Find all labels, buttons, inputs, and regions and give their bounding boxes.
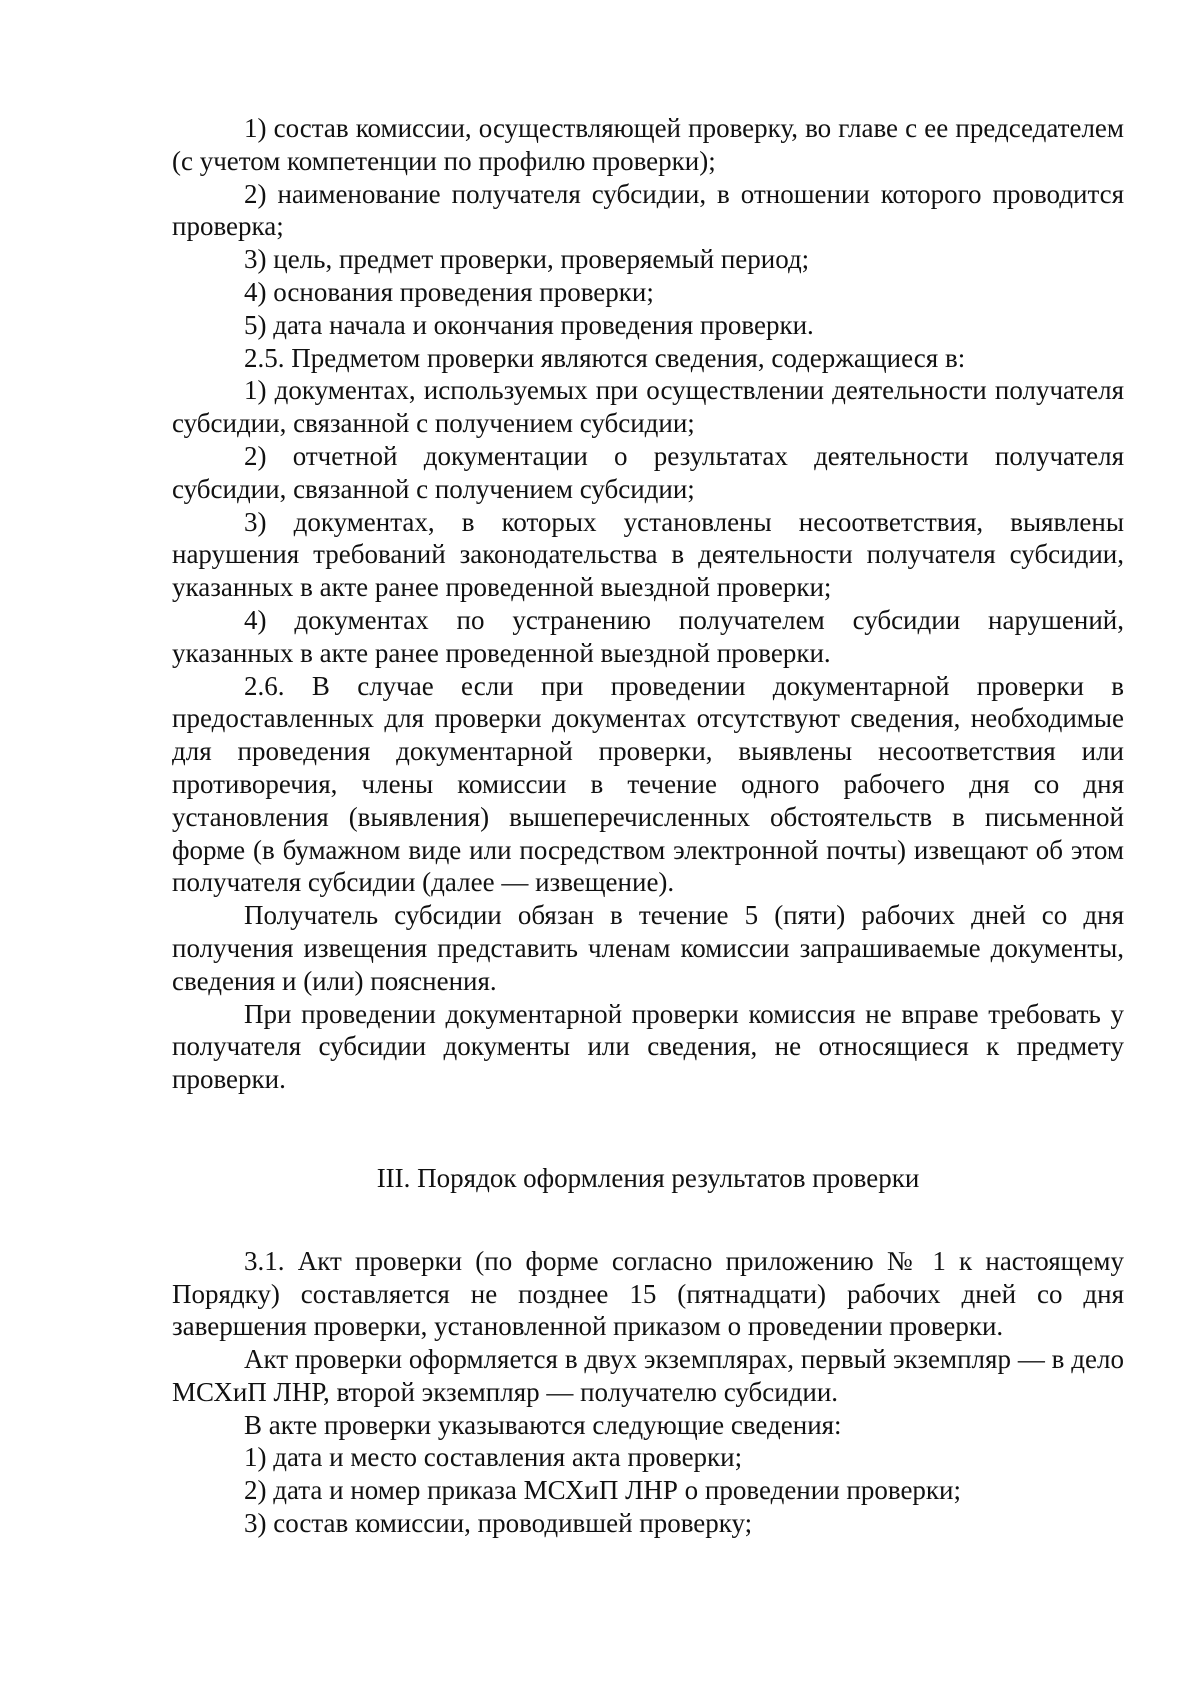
list-item: 5) дата начала и окончания проведения проверки.	[244, 309, 814, 340]
clause-3-1-paragraph: 3.1. Акт проверки (по форме согласно приложению № 1 к настоящему Порядку) составляется не позднее 15 (пятнадцати) рабочих дней со дня завершения проверки, установленной приказом о проведении проверки.	[172, 1245, 1124, 1342]
clause-2-6-paragraph: 2.6. В случае если при проведении документарной проверки в предоставленных для проверки документах отсутствуют сведения, необходимые для проведения документарной проверки, выявлены несоответствия или противоречия, члены комиссии в течение одного рабочего дня со дня установления (выявления) вышеперечисленных обстоятельств в письменной форме (в бумажном виде или посредством электронной почты) извещают об этом получателя субсидии (далее — извещение).	[172, 670, 1124, 898]
list-item: 2) наименование получателя субсидии, в отношении которого проводится проверка;	[172, 178, 1124, 242]
act-details-intro: В акте проверки указываются следующие сведения:	[244, 1409, 842, 1440]
list-item: 1) дата и место составления акта проверки;	[244, 1442, 743, 1473]
section-three-heading: III. Порядок оформления результатов проверки	[376, 1162, 920, 1193]
list-item: 3) состав комиссии, проводившей проверку;	[244, 1508, 753, 1539]
list-item: 2) дата и номер приказа МСХиП ЛНР о проведении проверки;	[244, 1475, 961, 1506]
list-item: 4) документах по устранению получателем субсидии нарушений, указанных в акте ранее проведенной выездной проверки.	[172, 604, 1124, 668]
list-item: 1) документах, используемых при осуществлении деятельности получателя субсидии, связанной с получением субсидии;	[172, 375, 1124, 439]
list-item: 4) основания проведения проверки;	[244, 276, 654, 307]
list-item: 1) состав комиссии, осуществляющей проверку, во главе с ее председателем (с учетом компетенции по профилю проверки);	[172, 113, 1124, 176]
act-copies-paragraph: Акт проверки оформляется в двух экземплярах, первый экземпляр — в дело МСХиП ЛНР, второй экземпляр — получателю субсидии.	[172, 1344, 1124, 1407]
clause-2-5-intro: 2.5. Предметом проверки являются сведения, содержащиеся в:	[244, 342, 966, 373]
document-page	[172, 112, 1124, 1540]
list-item: 2) отчетной документации о результатах деятельности получателя субсидии, связанной с получением субсидии;	[172, 440, 1124, 504]
list-item: 3) документах, в которых установлены несоответствия, выявлены нарушения требований законодательства в деятельности получателя субсидии, указанных в акте ранее проведенной выездной проверки;	[172, 506, 1124, 603]
recipient-duty-paragraph: Получатель субсидии обязан в течение 5 (пяти) рабочих дней со дня получения извещения представить членам комиссии запрашиваемые документы, сведения и (или) пояснения.	[172, 900, 1124, 996]
restriction-paragraph: При проведении документарной проверки комиссия не вправе требовать у получателя субсидии документы или сведения, не относящиеся к предмету проверки.	[172, 998, 1124, 1095]
list-item: 3) цель, предмет проверки, проверяемый период;	[244, 244, 810, 275]
